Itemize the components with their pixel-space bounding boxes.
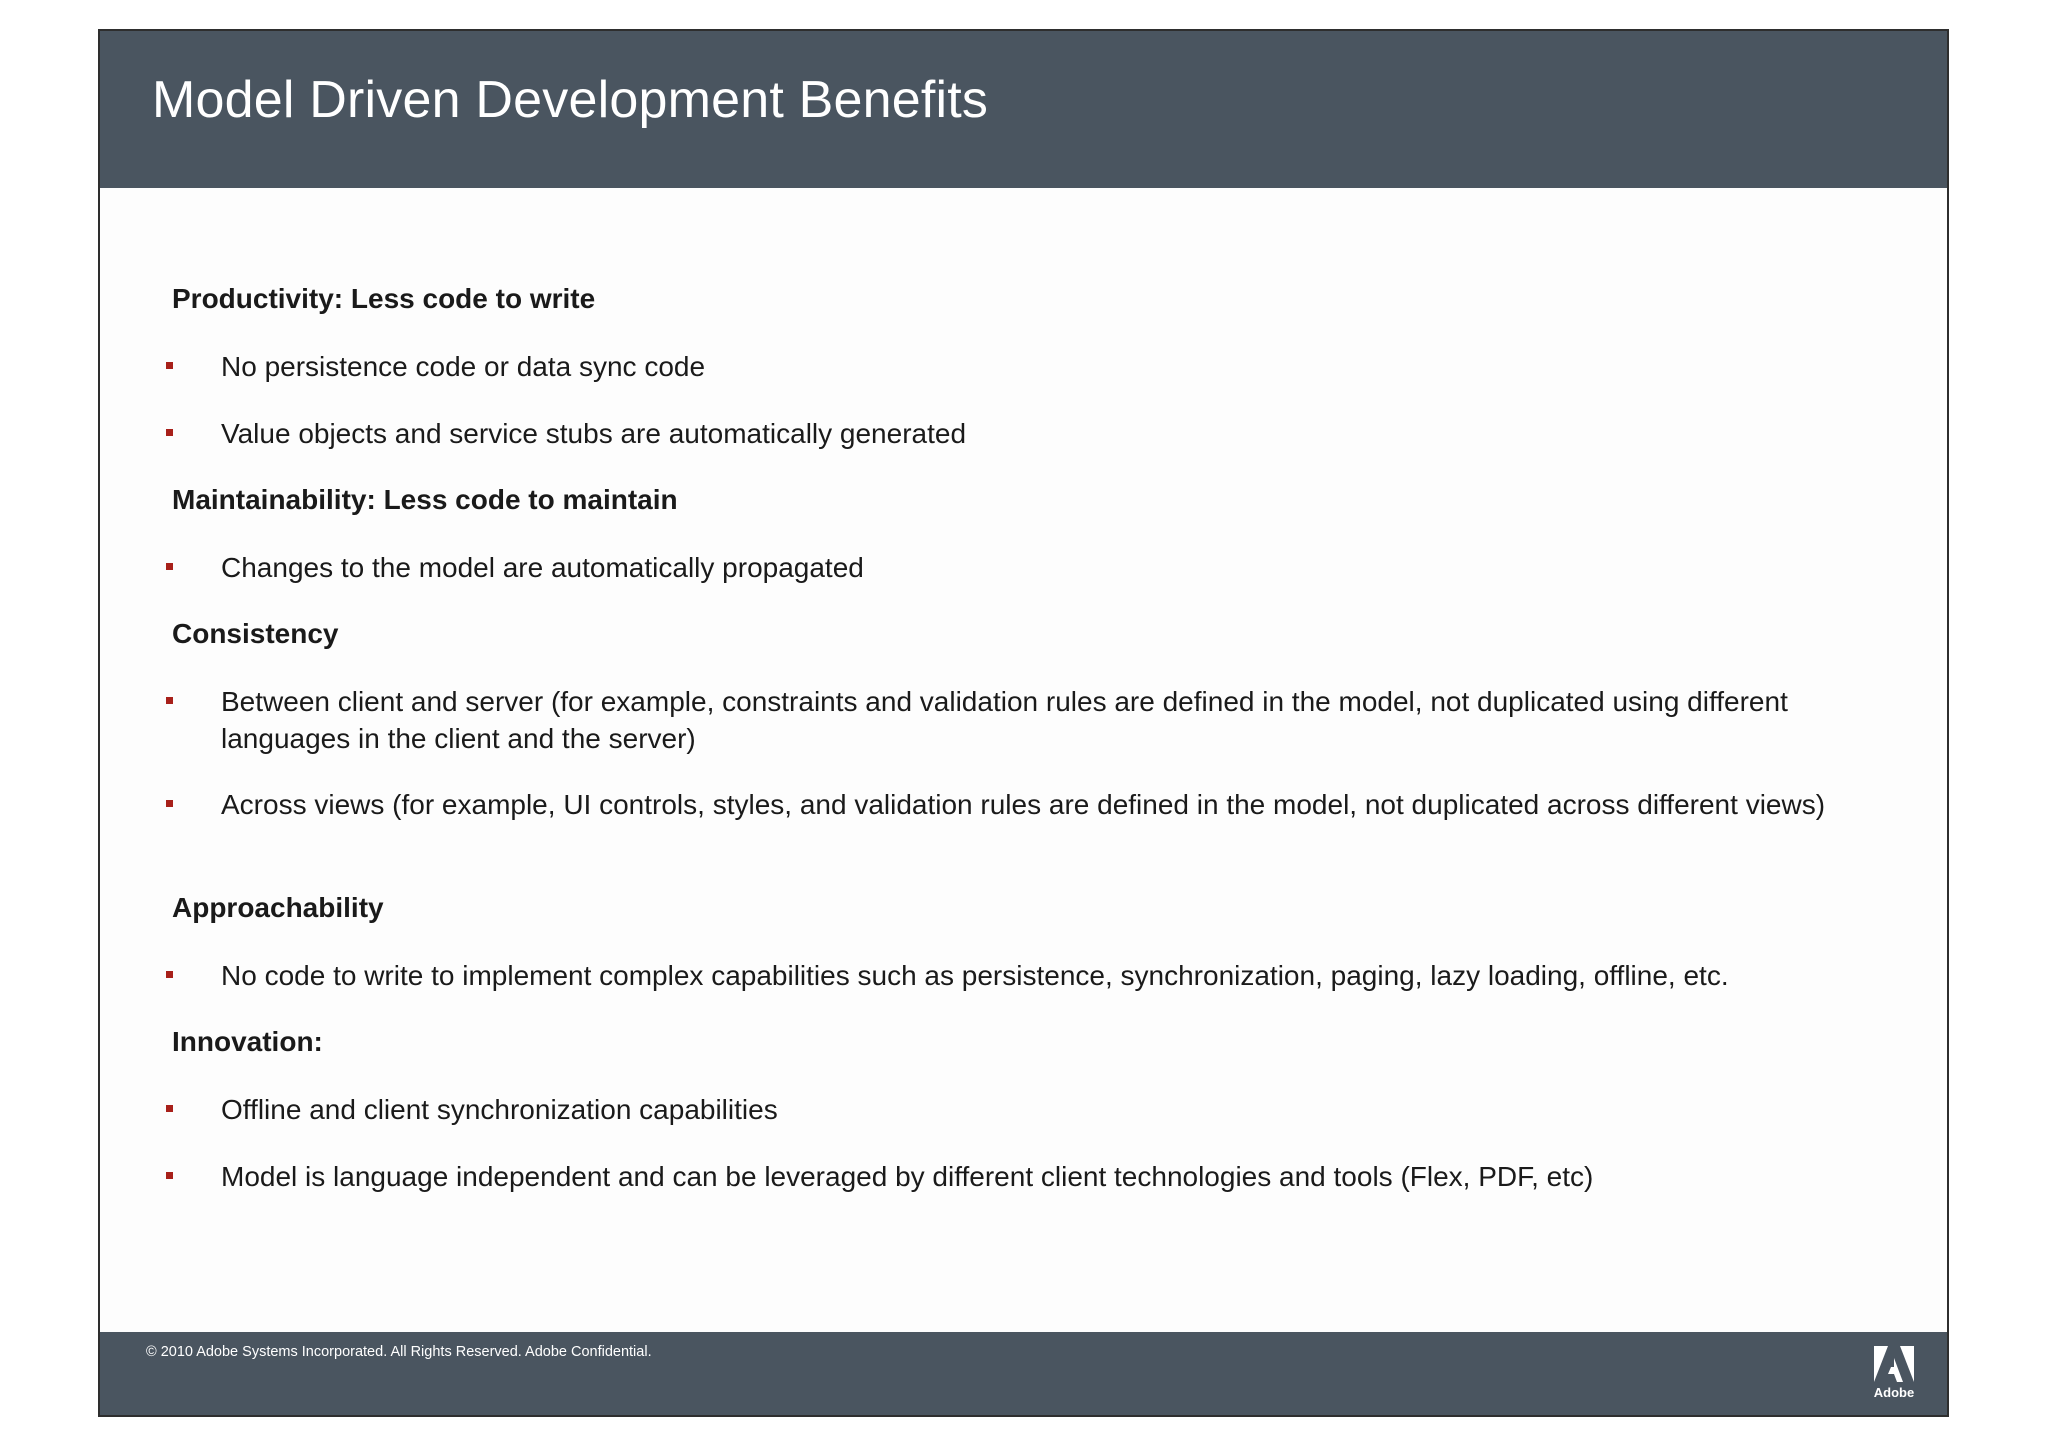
bullet-marker xyxy=(166,563,173,570)
bullet-text: Between client and server (for example, constraints and validation rules are defined in the model, not duplicated using different languages in the client and the server) xyxy=(221,686,1788,754)
bullet-text: Changes to the model are automatically propagated xyxy=(221,552,864,583)
bullet-text: No persistence code or data sync code xyxy=(221,351,706,382)
slide-footer xyxy=(100,1332,1947,1415)
bullet-marker xyxy=(166,1105,173,1112)
bullet-text: No code to write to implement complex capabilities such as persistence, synchronization, paging, lazy loading, offline, etc. xyxy=(221,960,1729,991)
slide-title: Model Driven Development Benefits xyxy=(152,71,989,129)
bullet-marker xyxy=(166,800,173,807)
bullet-marker xyxy=(166,362,173,369)
adobe-logo-text: Adobe xyxy=(1873,1385,1915,1400)
bullet-text: Value objects and service stubs are automatically generated xyxy=(221,418,967,449)
slide-header xyxy=(100,31,1947,188)
section-heading-innovation: Innovation: xyxy=(172,1026,323,1057)
bullet-marker xyxy=(166,429,173,436)
bullet-text: Offline and client synchronization capabilities xyxy=(221,1094,778,1125)
adobe-logo-icon xyxy=(1874,1346,1914,1382)
bullet-marker xyxy=(166,697,173,704)
adobe-logo xyxy=(1871,1346,1917,1404)
copyright-notice: © 2010 Adobe Systems Incorporated. All Rights Reserved. Adobe Confidential. xyxy=(146,1344,652,1360)
section-heading-approachability: Approachability xyxy=(172,892,384,923)
section-heading-productivity: Productivity: Less code to write xyxy=(172,283,596,314)
bullet-marker xyxy=(166,1172,173,1179)
section-heading-consistency: Consistency xyxy=(172,618,339,649)
slide xyxy=(98,29,1949,1417)
section-heading-maintainability: Maintainability: Less code to maintain xyxy=(172,484,678,515)
bullet-text: Across views (for example, UI controls, styles, and validation rules are defined in the model, not duplicated across different views) xyxy=(221,789,1826,820)
bullet-marker xyxy=(166,971,173,978)
bullet-text: Model is language independent and can be leveraged by different client technologies and tools (Flex, PDF, etc) xyxy=(221,1161,1594,1192)
